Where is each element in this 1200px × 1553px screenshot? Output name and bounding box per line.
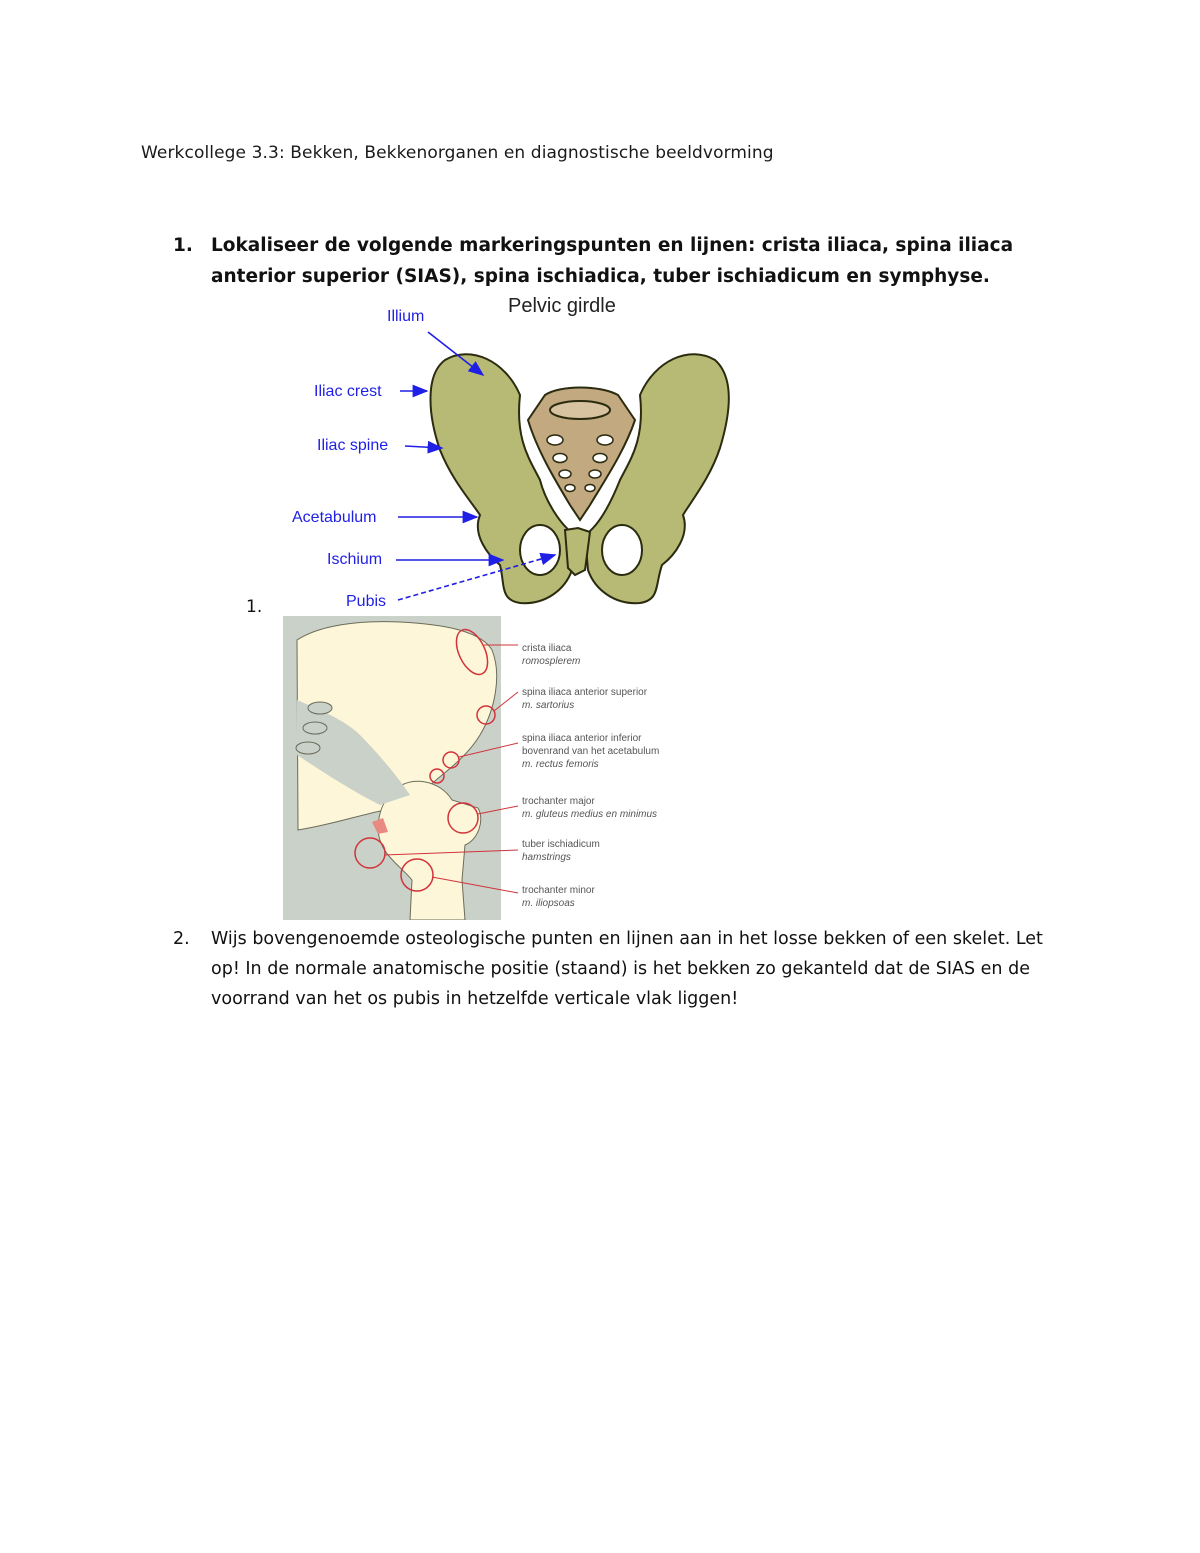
pubic-symphysis	[565, 528, 590, 575]
sacral-ring	[550, 401, 610, 419]
landmark-label: trochanter minor	[522, 885, 595, 896]
question-number: 1.	[173, 235, 193, 256]
pelvis-illustration	[430, 354, 728, 603]
obturator-foramen-left	[520, 525, 560, 575]
label-iliac-crest: Iliac crest	[314, 383, 382, 400]
sub-item-number: 1.	[246, 597, 263, 617]
question-2	[173, 924, 1053, 1014]
label-ischium: Ischium	[327, 551, 383, 568]
landmark-label: spina iliaca anterior superior	[522, 687, 648, 698]
landmark-label: trochanter major	[522, 796, 595, 807]
landmark-label: crista iliaca	[522, 643, 572, 654]
figure-title: Pelvic girdle	[508, 295, 616, 317]
question-text: Wijs bovengenoemde osteologische punten en lijnen aan in het losse bekken of een skelet. Let op! In de normale anatomische positie (staand) is het bekken zo gekanteld dat de SIAS en de voorrand van het os pubis in hetzelfde verticale vlak liggen!	[211, 929, 1043, 1009]
landmark-label: spina iliaca anterior inferior	[522, 733, 642, 744]
question-1	[173, 230, 1033, 292]
landmark-label: tuber ischiadicum	[522, 839, 600, 850]
landmark-muscle: romosplerem	[522, 656, 581, 667]
landmark-muscle: hamstrings	[522, 852, 571, 863]
label-illium: Illium	[387, 308, 425, 325]
landmark-label: bovenrand van het acetabulum	[522, 746, 660, 757]
question-number: 2.	[173, 929, 190, 949]
landmark-muscle: m. rectus femoris	[522, 759, 599, 770]
label-acetabulum: Acetabulum	[292, 509, 377, 526]
obturator-foramen-right	[602, 525, 642, 575]
label-iliac-spine: Iliac spine	[317, 437, 389, 454]
label-pubis: Pubis	[346, 593, 387, 610]
landmark-muscle: m. sartorius	[522, 700, 575, 711]
landmark-muscle: m. gluteus medius en minimus	[522, 809, 658, 820]
hip-landmarks-figure	[283, 616, 679, 920]
page-title: Werkcollege 3.3: Bekken, Bekkenorganen en diagnostische beeldvorming	[141, 143, 774, 163]
question-text: Lokaliseer de volgende markeringspunten en lijnen: crista iliaca, spina iliaca anterior superior (SIAS), spina ischiadica, tuber ischiadicum en symphyse.	[211, 235, 1014, 287]
landmark-muscle: m. iliopsoas	[522, 898, 575, 909]
pelvic-girdle-figure	[280, 290, 740, 615]
